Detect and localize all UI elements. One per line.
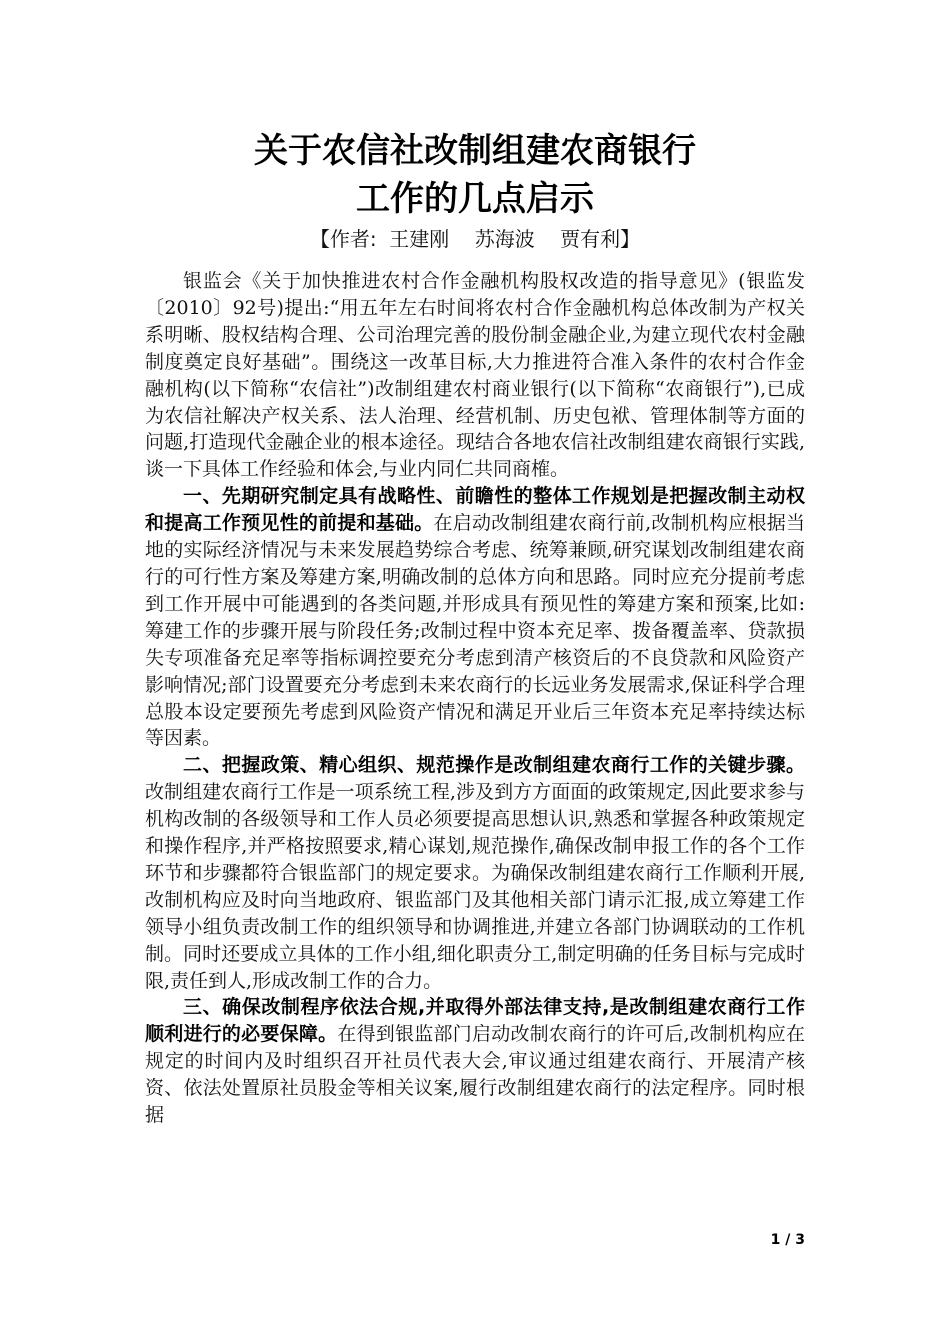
document-title-line-2: 工作的几点启示 [356,179,594,219]
section-heading: 二、把握政策、精心组织、规范操作是改制组建农商行工作的关键步骤。 [183,754,805,777]
document-title-line-1: 关于农信社改制组建农商银行 [254,131,696,171]
section-heading: 三、确保改制程序依法合规,并取得外部法律支持,是改制组建农商行工作顺利进行的必要保障。 [145,996,805,1046]
paragraph-section-2 [145,752,805,994]
paragraph-text: 改制组建农商行工作是一项系统工程,涉及到方方面面的政策规定,因此要求参与机构改制的各级领导和工作人员必须要提高思想认识,熟悉和掌握各种政策规定和操作程序,并严格按照要求,精心谋划,规范操作,确保改制申报工作的各个工作环节和步骤都符合银监部门的规定要求。为确保改制组建农商行工作顺利开展,改制机构应及时向当地政府、银监部门及其他相关部门请示汇报,成立筹建工作领导小组负责改制工作的组织领导和协调推进,并建立各部门协调联动的工作机制。同时还要成立具体的工作小组,细化职责分工,制定明确的任务目标与完成时限,责任到人,形成改制工作的合力。 [145,781,805,992]
paragraph-section-1 [145,483,805,752]
document-body [145,268,805,1129]
section-heading: 一、先期研究制定具有战略性、前瞻性的整体工作规划是把握改制主动权和提高工作预见性的前提和基础。 [145,485,805,535]
paragraph-text: 在启动改制组建农商行前,改制机构应根据当地的实际经济情况与未来发展趋势综合考虑、统筹兼顾,研究谋划改制组建农商行的可行性方案及筹建方案,明确改制的总体方向和思路。同时应充分提前考虑到工作开展中可能遇到的各类问题,并形成具有预见性的筹建方案和预案,比如:筹建工作的步骤开展与阶段任务;改制过程中资本充足率、拨备覆盖率、贷款损失专项准备充足率等指标调控要充分考虑到清产核资后的不良贷款和风险资产影响情况;部门设置要充分考虑到未来农商行的长远业务发展需求,保证科学合理总股本设定要预先考虑到风险资产情况和满足开业后三年资本充足率持续达标等因素。 [145,512,805,750]
paragraph-intro [145,268,805,483]
paragraph-text: 银监会《关于加快推进农村合作金融机构股权改造的指导意见》(银监发〔2010〕92号)提出:“用五年左右时间将农村合作金融机构总体改制为产权关系明晰、股权结构合理、公司治理完善的股份制金融企业,为建立现代农村金融制度奠定良好基础”。围绕这一改革目标,大力推进符合准入条件的农村合作金融机构(以下简称“农信社”)改制组建农村商业银行(以下简称“农商银行”),已成为农信社解决产权关系、法人治理、经营机制、历史包袱、管理体制等方面的问题,打造现代金融企业的根本途径。现结合各地农信社改制组建农商银行实践,谈一下具体工作经验和体会,与业内同仁共同商榷。 [145,270,805,481]
paragraph-section-3 [145,994,805,1129]
paragraph-text: 在得到银监部门启动改制农商行的许可后,改制机构应在规定的时间内及时组织召开社员代表大会,审议通过组建农商行、开展清产核资、依法处置原社员股金等相关议案,履行改制组建农商行的法定程序。同时根据 [145,1023,805,1127]
page-number: 1 / 3 [770,1232,805,1248]
author-byline: 【作者: 王建刚 苏海波 贾有利】 [309,227,641,251]
